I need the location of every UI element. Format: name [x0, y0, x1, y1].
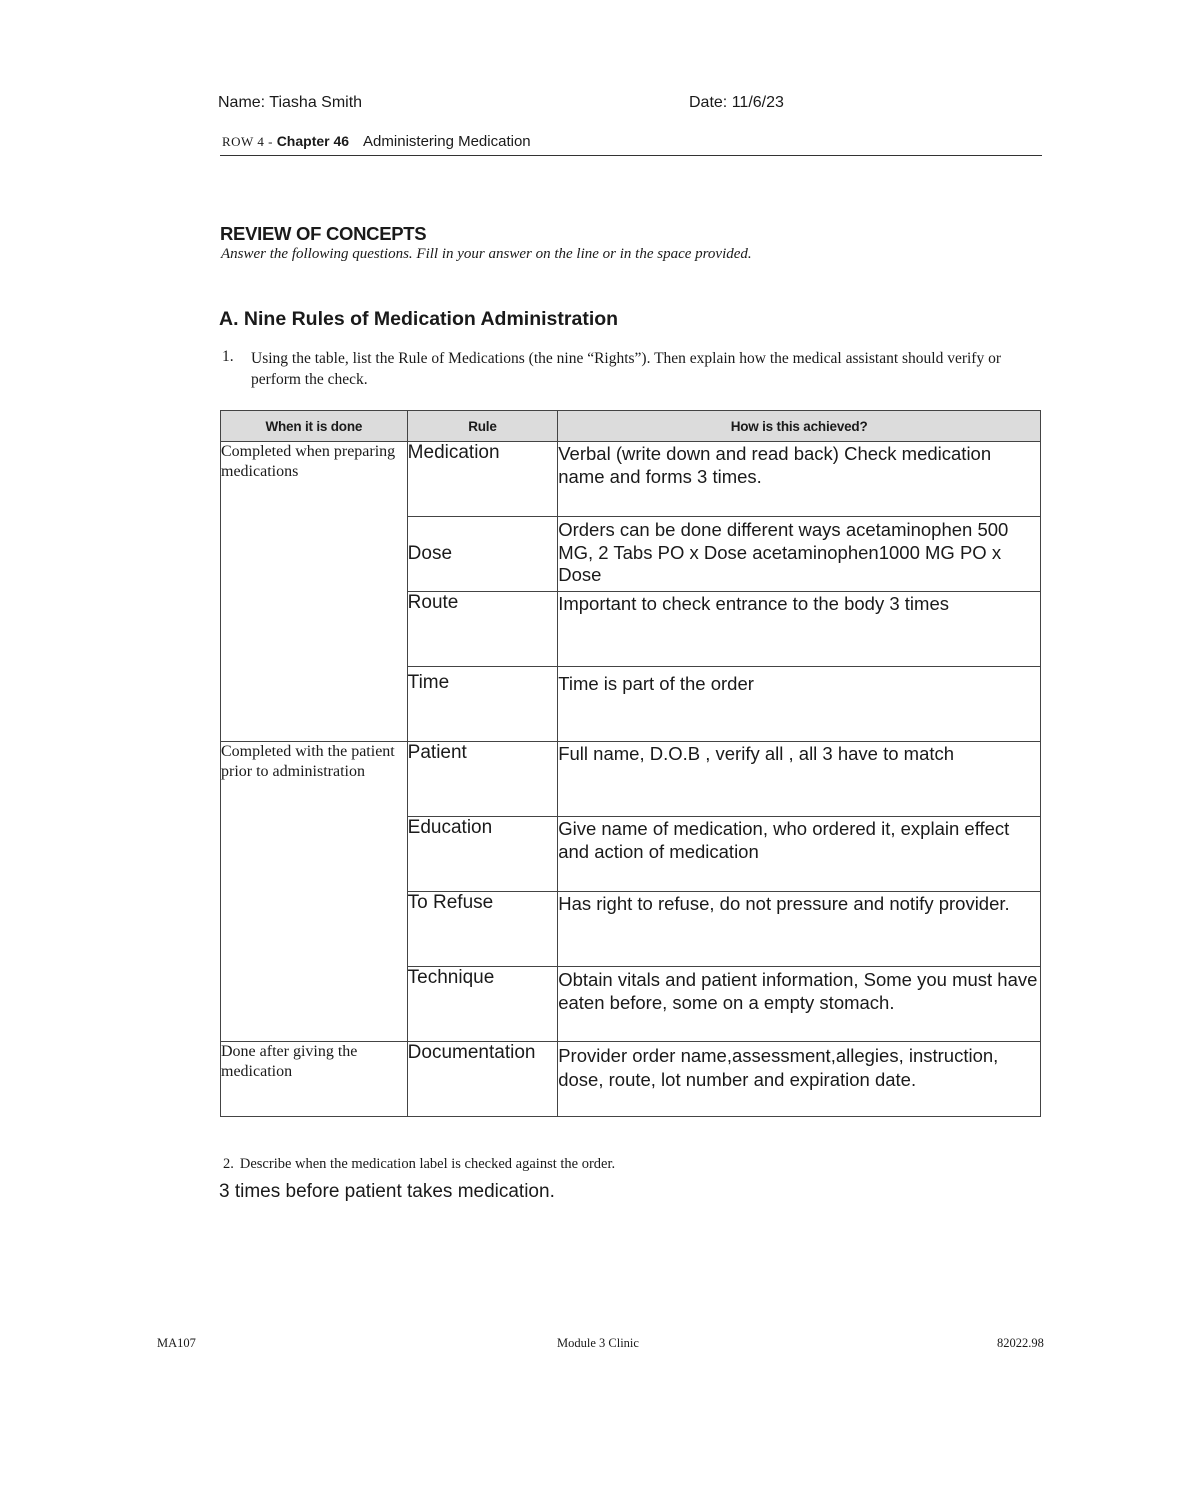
date-label: Date: — [689, 94, 728, 111]
question-2-number: 2. — [223, 1156, 234, 1172]
row-label: ROW 4 - — [222, 134, 277, 149]
when-cell-preparing: Completed when preparing medications — [221, 442, 408, 742]
question-1-text: Using the table, list the Rule of Medications (the nine “Rights”). Then explain how the medical assistant should verify or perform the check. — [251, 350, 1002, 388]
header-rule: Rule — [407, 411, 558, 442]
when-cell-after: Done after giving the medication — [221, 1042, 408, 1117]
header-how: How is this achieved? — [558, 411, 1041, 442]
table-row — [221, 742, 1041, 817]
rules-table — [220, 410, 1041, 1117]
rule-cell: Route — [407, 592, 558, 667]
question-2 — [223, 1156, 615, 1173]
rule-cell: Time — [407, 667, 558, 742]
how-cell: Provider order name,assessment,allegies, instruction, dose, route, lot number and expiration date. — [558, 1042, 1041, 1117]
how-cell: Full name, D.O.B , verify all , all 3 have to match — [558, 742, 1041, 817]
header-divider — [220, 155, 1042, 156]
rule-cell: Medication — [407, 442, 558, 517]
rule-cell: Documentation — [407, 1042, 558, 1117]
how-cell: Has right to refuse, do not pressure and notify provider. — [558, 892, 1041, 967]
chapter-header — [222, 133, 531, 150]
footer-course-code: MA107 — [157, 1336, 196, 1350]
rule-cell: Patient — [407, 742, 558, 817]
when-cell-with-patient: Completed with the patient prior to administration — [221, 742, 408, 1042]
table-row — [221, 442, 1041, 517]
how-cell: Orders can be done different ways acetaminophen 500 MG, 2 Tabs PO x Dose acetaminophen1000 MG PO x Dose — [558, 517, 1041, 592]
how-cell: Time is part of the order — [558, 667, 1041, 742]
date-field — [689, 94, 784, 112]
review-title: REVIEW OF CONCEPTS — [220, 223, 427, 244]
question-1-number: 1. — [222, 348, 234, 365]
footer-page-id: 82022.98 — [997, 1336, 1044, 1350]
review-instructions: Answer the following questions. Fill in your answer on the line or in the space provided. — [221, 246, 752, 262]
rule-cell: Education — [407, 817, 558, 892]
table-row — [221, 1042, 1041, 1117]
header-when: When it is done — [221, 411, 408, 442]
footer-module: Module 3 Clinic — [557, 1336, 639, 1350]
table-header-row — [221, 411, 1041, 442]
date-value: 11/6/23 — [731, 94, 784, 111]
question-2-text: Describe when the medication label is checked against the order. — [239, 1156, 616, 1172]
how-cell: Give name of medication, who ordered it, explain effect and action of medication — [558, 817, 1041, 892]
name-label: Name: — [218, 94, 266, 111]
rule-cell: Technique — [407, 967, 558, 1042]
how-cell: Important to check entrance to the body 3 times — [558, 592, 1041, 667]
chapter-number: Chapter 46 — [276, 133, 350, 149]
name-value: Tiasha Smith — [269, 94, 363, 111]
how-cell: Verbal (write down and read back) Check medication name and forms 3 times. — [558, 442, 1041, 517]
name-field — [218, 94, 362, 112]
how-cell: Obtain vitals and patient information, Some you must have eaten before, some on a empty stomach. — [558, 967, 1041, 1042]
question-2-answer: 3 times before patient takes medication. — [219, 1181, 555, 1202]
rule-cell: To Refuse — [407, 892, 558, 967]
rule-cell: Dose — [407, 517, 558, 592]
section-a-title: A. Nine Rules of Medication Administration — [219, 308, 619, 330]
chapter-title: Administering Medication — [363, 133, 531, 150]
